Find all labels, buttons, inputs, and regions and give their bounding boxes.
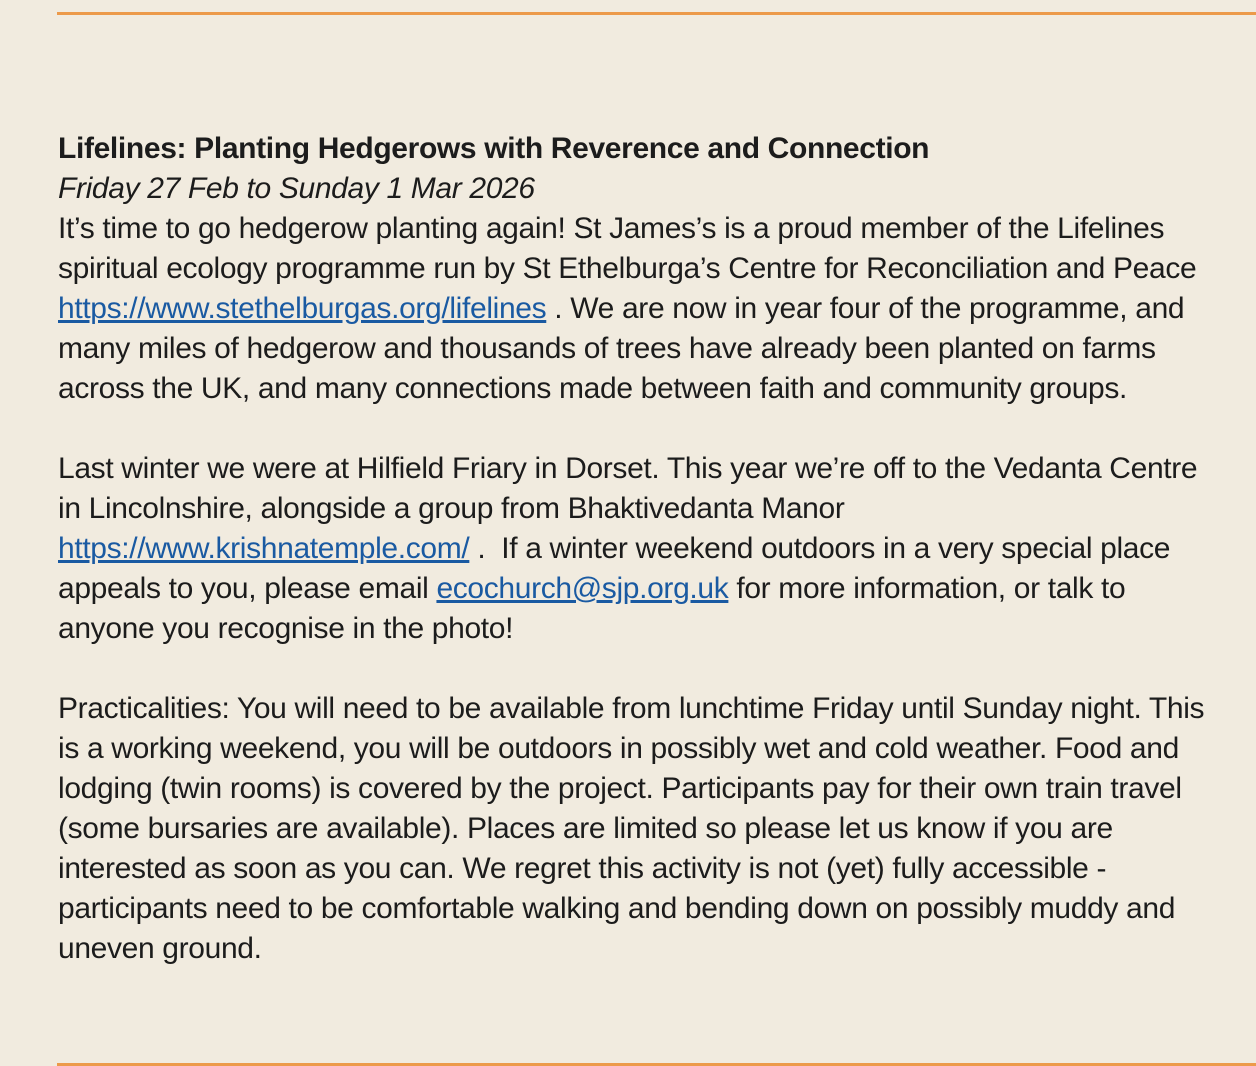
- paragraph-spacer: [58, 649, 1218, 689]
- event-dates: Friday 27 Feb to Sunday 1 Mar 2026: [58, 172, 535, 205]
- location-text-start: Last winter we were at Hilfield Friary in Dorset. This year we’re off to the Vedanta Centre in Lincolnshire, alongside a group from Bhaktivedanta Manor: [58, 452, 1198, 525]
- event-article: [58, 129, 1218, 969]
- location-text-middle: . If a winter weekend outdoors in a very special place appeals to you, please email: [58, 532, 1179, 605]
- event-title: Lifelines: Planting Hedgerows with Reverence and Connection: [58, 132, 930, 165]
- intro-text-start: It’s time to go hedgerow planting again! St James’s is a proud member of the Lifelines spiritual ecology programme run by St Ethelburga’s Centre for Reconciliation and Peace: [58, 212, 1197, 285]
- krishnatemple-link[interactable]: https://www.krishnatemple.com/: [58, 532, 470, 565]
- practicalities-paragraph: Practicalities: You will need to be available from lunchtime Friday until Sunday night. This is a working weekend, you will be outdoors in possibly wet and cold weather. Food and lodging (twin rooms) is covered by the project. Participants pay for their own train travel (some bursaries are available). Places are limited so please let us know if you are interested as soon as you can. We regret this activity is not (yet) fully accessible - participants need to be comfortable walking and bending down on possibly muddy and uneven ground.: [58, 692, 1205, 965]
- paragraph-spacer: [58, 409, 1218, 449]
- intro-text-end: . We are now in year four of the programme, and many miles of hedgerow and thousands of trees have already been planted on farms across the UK, and many connections made between faith and community groups.: [58, 292, 1185, 405]
- top-divider: [57, 12, 1256, 15]
- intro-paragraph: [58, 209, 1218, 409]
- location-paragraph: [58, 449, 1218, 649]
- ecochurch-email-link[interactable]: ecochurch@sjp.org.uk: [436, 572, 729, 605]
- lifelines-link[interactable]: https://www.stethelburgas.org/lifelines: [58, 292, 547, 325]
- location-text-end: for more information, or talk to anyone you recognise in the photo!: [58, 572, 1126, 645]
